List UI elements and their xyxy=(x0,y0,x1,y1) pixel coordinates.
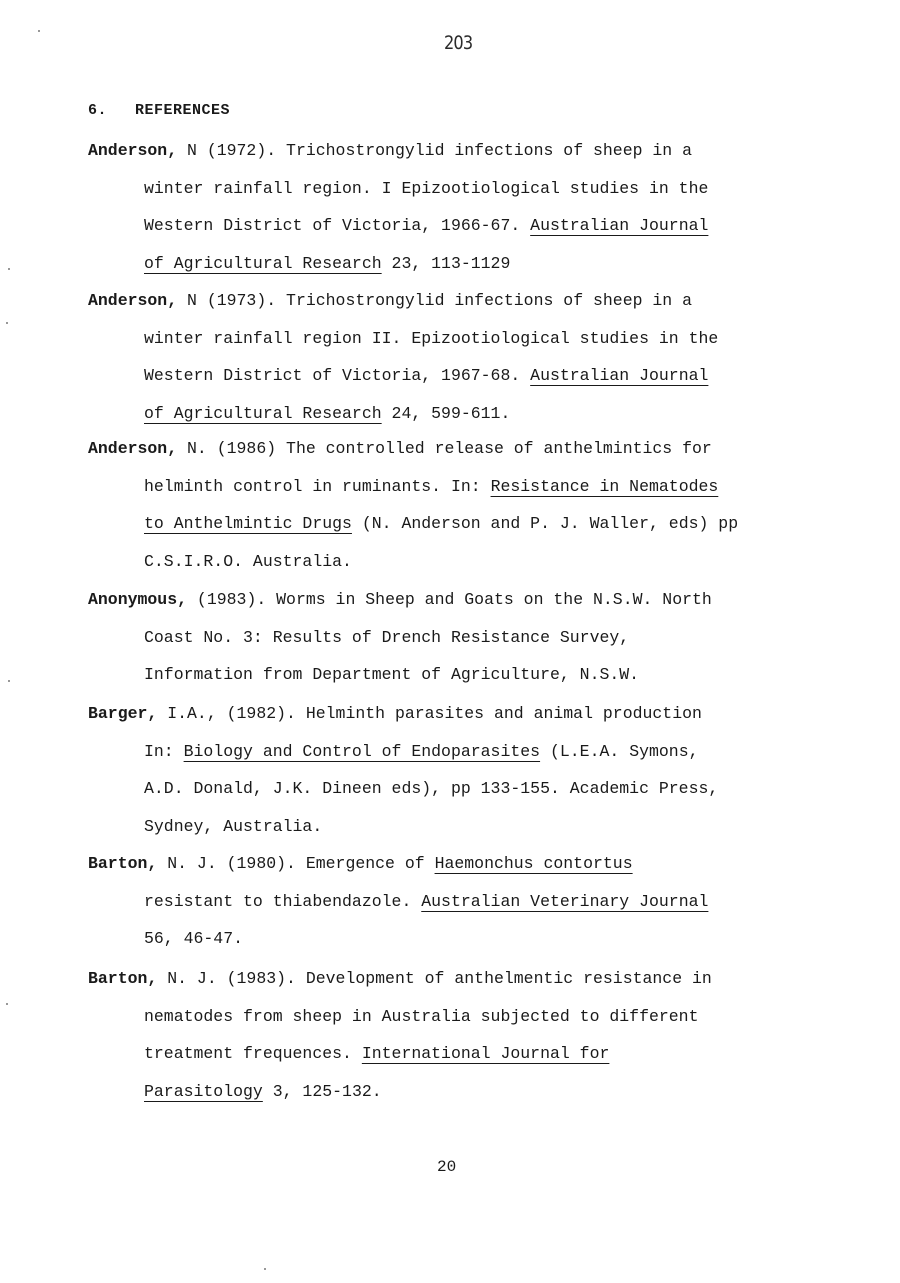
reference-text: Coast No. 3: Results of Drench Resistance Survey, xyxy=(144,627,630,647)
reference-author: Anderson, xyxy=(88,141,178,160)
reference-text: 24, 599-611. xyxy=(381,403,511,423)
reference-text: Western District of Victoria, 1966-67. xyxy=(144,216,531,235)
reference-source-title: Australian Journal xyxy=(530,216,709,235)
reference-text: N (1973). Trichostrongylid infections of sheep in a xyxy=(177,291,693,310)
reference-author: Barton, xyxy=(88,854,158,873)
reference-line xyxy=(88,587,828,625)
scan-speck xyxy=(8,680,10,682)
reference-text: C.S.I.R.O. Australia. xyxy=(144,551,352,571)
scan-speck xyxy=(6,1003,8,1005)
reference-text: winter rainfall region. I Epizootiological studies in the xyxy=(144,178,709,198)
reference-line xyxy=(88,1004,828,1042)
section-number: 6. xyxy=(88,102,108,119)
reference-author: Barger, xyxy=(88,704,158,723)
scan-speck xyxy=(38,30,40,32)
reference-source-title: Australian Veterinary Journal xyxy=(421,891,709,911)
reference-line xyxy=(88,213,828,251)
reference-entry xyxy=(88,436,828,586)
reference-line xyxy=(88,926,828,964)
section-title: REFERENCES xyxy=(135,102,231,119)
reference-line xyxy=(88,436,828,474)
reference-text: N. (1986) The controlled release of anthelmintics for xyxy=(177,439,712,458)
reference-line xyxy=(88,1079,828,1117)
reference-line xyxy=(88,326,828,364)
reference-text: nematodes from sheep in Australia subjected to different xyxy=(144,1006,699,1026)
reference-source-title: Haemonchus contortus xyxy=(434,854,633,873)
reference-source-title: Parasitology xyxy=(144,1081,263,1101)
reference-text: N. J. (1980). Emergence of xyxy=(157,854,435,873)
reference-source-title: International Journal for xyxy=(361,1044,610,1063)
reference-line xyxy=(88,889,828,927)
reference-text: Western District of Victoria, 1967-68. xyxy=(144,366,531,385)
reference-text: I.A., (1982). Helminth parasites and animal production xyxy=(157,704,702,723)
reference-entry xyxy=(88,288,828,438)
reference-line xyxy=(88,814,828,852)
scan-speck xyxy=(264,1268,266,1270)
reference-text: Sydney, Australia. xyxy=(144,816,323,836)
reference-author: Anderson, xyxy=(88,439,178,458)
reference-line xyxy=(88,662,828,700)
reference-text: (L.E.A. Symons, xyxy=(540,741,699,761)
reference-text: N. J. (1983). Development of anthelmentic resistance in xyxy=(157,969,712,988)
reference-line xyxy=(88,739,828,777)
reference-source-title: to Anthelmintic Drugs xyxy=(144,514,352,533)
scan-speck xyxy=(8,268,10,270)
reference-line xyxy=(88,474,828,512)
reference-line xyxy=(88,851,828,889)
reference-source-title: of Agricultural Research xyxy=(144,253,382,273)
reference-line xyxy=(88,511,828,549)
reference-entry xyxy=(88,138,828,288)
reference-text: 23, 113-1129 xyxy=(381,253,511,273)
reference-text: 56, 46-47. xyxy=(144,929,244,948)
reference-entry xyxy=(88,851,828,964)
reference-text: In: xyxy=(144,741,184,761)
reference-line xyxy=(88,1041,828,1079)
scan-speck xyxy=(6,322,8,324)
reference-line xyxy=(88,625,828,663)
reference-author: Anderson, xyxy=(88,291,178,310)
reference-text: 3, 125-132. xyxy=(262,1081,382,1101)
reference-text: Information from Department of Agriculture, N.S.W. xyxy=(144,665,640,684)
reference-text: treatment frequences. xyxy=(144,1044,362,1063)
reference-line xyxy=(88,176,828,214)
reference-author: Barton, xyxy=(88,969,158,988)
reference-text: winter rainfall region II. Epizootiological studies in the xyxy=(144,328,719,348)
reference-entry xyxy=(88,701,828,851)
reference-entry xyxy=(88,587,828,700)
reference-text: A.D. Donald, J.K. Dineen eds), pp 133-155. Academic Press, xyxy=(144,779,719,798)
reference-line xyxy=(88,363,828,401)
reference-source-title: of Agricultural Research xyxy=(144,403,382,423)
reference-line xyxy=(88,288,828,326)
reference-entry xyxy=(88,966,828,1116)
reference-source-title: Biology and Control of Endoparasites xyxy=(183,741,541,761)
reference-line xyxy=(88,966,828,1004)
reference-text: resistant to thiabendazole. xyxy=(144,891,422,911)
reference-text: N (1972). Trichostrongylid infections of sheep in a xyxy=(177,141,693,160)
page-number-top: 203 xyxy=(444,32,473,54)
reference-author: Anonymous, xyxy=(88,590,188,609)
reference-source-title: Australian Journal xyxy=(530,366,709,385)
reference-line xyxy=(88,549,828,587)
reference-line xyxy=(88,401,828,439)
page-number-bottom: 20 xyxy=(437,1158,457,1176)
reference-text: (1983). Worms in Sheep and Goats on the N.S.W. North xyxy=(187,590,712,609)
reference-text: (N. Anderson and P. J. Waller, eds) pp xyxy=(351,514,739,533)
reference-line xyxy=(88,138,828,176)
reference-line xyxy=(88,701,828,739)
reference-line xyxy=(88,251,828,289)
reference-text: helminth control in ruminants. In: xyxy=(144,476,491,496)
section-heading xyxy=(88,102,230,119)
reference-source-title: Resistance in Nematodes xyxy=(490,476,719,496)
reference-line xyxy=(88,776,828,814)
